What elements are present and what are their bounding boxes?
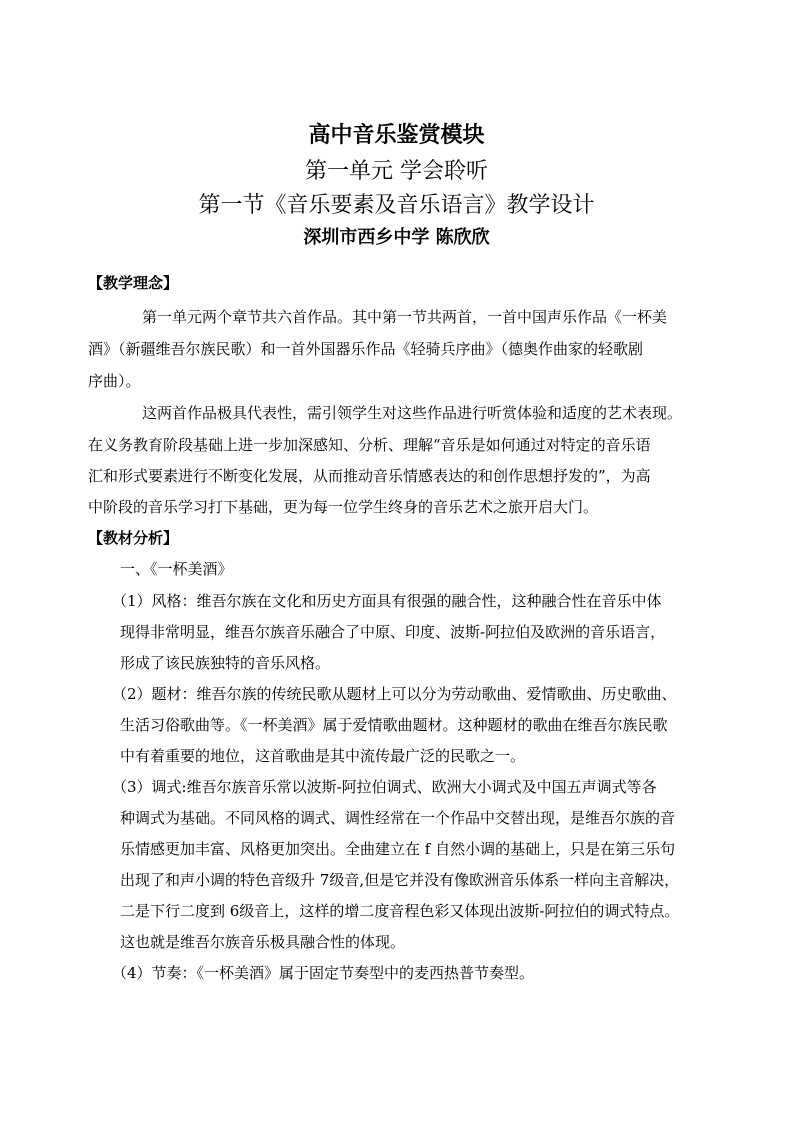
paragraph-line: 第一单元两个章节共六首作品。其中第一节共两首，一首中国声乐作品《一杯美 [142,308,668,326]
paragraph-line: 酒》（新疆维吾尔族民歌）和一首外国器乐作品《轻骑兵序曲》（德奥作曲家的轻歌剧 [88,340,644,358]
unit-title: 第一单元 学会聆听 [305,159,488,184]
philosophy-heading: 【教学理念】 [88,274,179,292]
paragraph-line: 在义务教育阶段基础上进一步加深感知、分析、理解“音乐是如何通过对特定的音乐语 [88,436,651,454]
paragraph-line: 现得非常明显，维吾尔族音乐融合了中原、印度、波斯-阿拉伯及欧洲的音乐语言， [120,623,666,641]
paragraph-line: 序曲）。 [88,372,141,390]
analysis-subheading: 一、《一杯美酒》 [120,560,233,578]
paragraph-line: 汇和形式要素进行不断变化发展，从而推动音乐情感表达的和创作思想抒发的”，为高 [88,467,651,485]
section-title: 第一节《音乐要素及音乐语言》教学设计 [198,193,595,218]
paragraph-line: 中有着重要的地位，这首歌曲是其中流传最广泛的民歌之一。 [120,747,526,765]
paragraph-line: 这两首作品极具代表性，需引领学生对这些作品进行听赏体验和适度的艺术表现。 [142,404,683,422]
paragraph-line: （3）调式:维吾尔族音乐常以波斯-阿拉伯调式、欧洲大小调式及中国五声调式等各 [112,778,657,796]
paragraph-line: （1）风格：维吾尔族在文化和历史方面具有很强的融合性，这种融合性在音乐中体 [112,592,662,610]
paragraph-line: 二是下行二度到 6级音上，这样的增二度音程色彩又体现出波斯-阿拉伯的调式特点。 [120,902,680,920]
analysis-heading: 【教材分析】 [88,529,179,547]
paragraph-line: 这也就是维吾尔族音乐极具融合性的体现。 [120,933,406,951]
paragraph-line: （2）题材：维吾尔族的传统民歌从题材上可以分为劳动歌曲、爱情歌曲、历史歌曲、 [112,685,677,703]
paragraph-line: 生活习俗歌曲等。《一杯美酒》属于爱情歌曲题材。这种题材的歌曲在维吾尔族民歌 [120,716,668,734]
paragraph-line: 出现了和声小调的特色音级升 7级音,但是它并没有像欧洲音乐体系一样向主音解决， [120,871,680,889]
paragraph-line: （4）节奏：《一杯美酒》属于固定节奏型中的麦西热普节奏型。 [112,964,535,982]
author-line: 深圳市西乡中学 陈欣欣 [303,227,490,248]
document-title: 高中音乐鉴赏模块 [308,122,485,148]
paragraph-line: 种调式为基础。不同风格的调式、调性经常在一个作品中交替出现，是维吾尔族的音 [120,809,676,827]
paragraph-line: 乐情感更加丰富、风格更加突出。全曲建立在 f 自然小调的基础上，只是在第三乐句 [120,840,676,858]
paragraph-line: 中阶段的音乐学习打下基础，更为每一位学生终身的音乐艺术之旅开启大门。 [88,498,599,516]
paragraph-line: 形成了该民族独特的音乐风格。 [120,654,331,672]
